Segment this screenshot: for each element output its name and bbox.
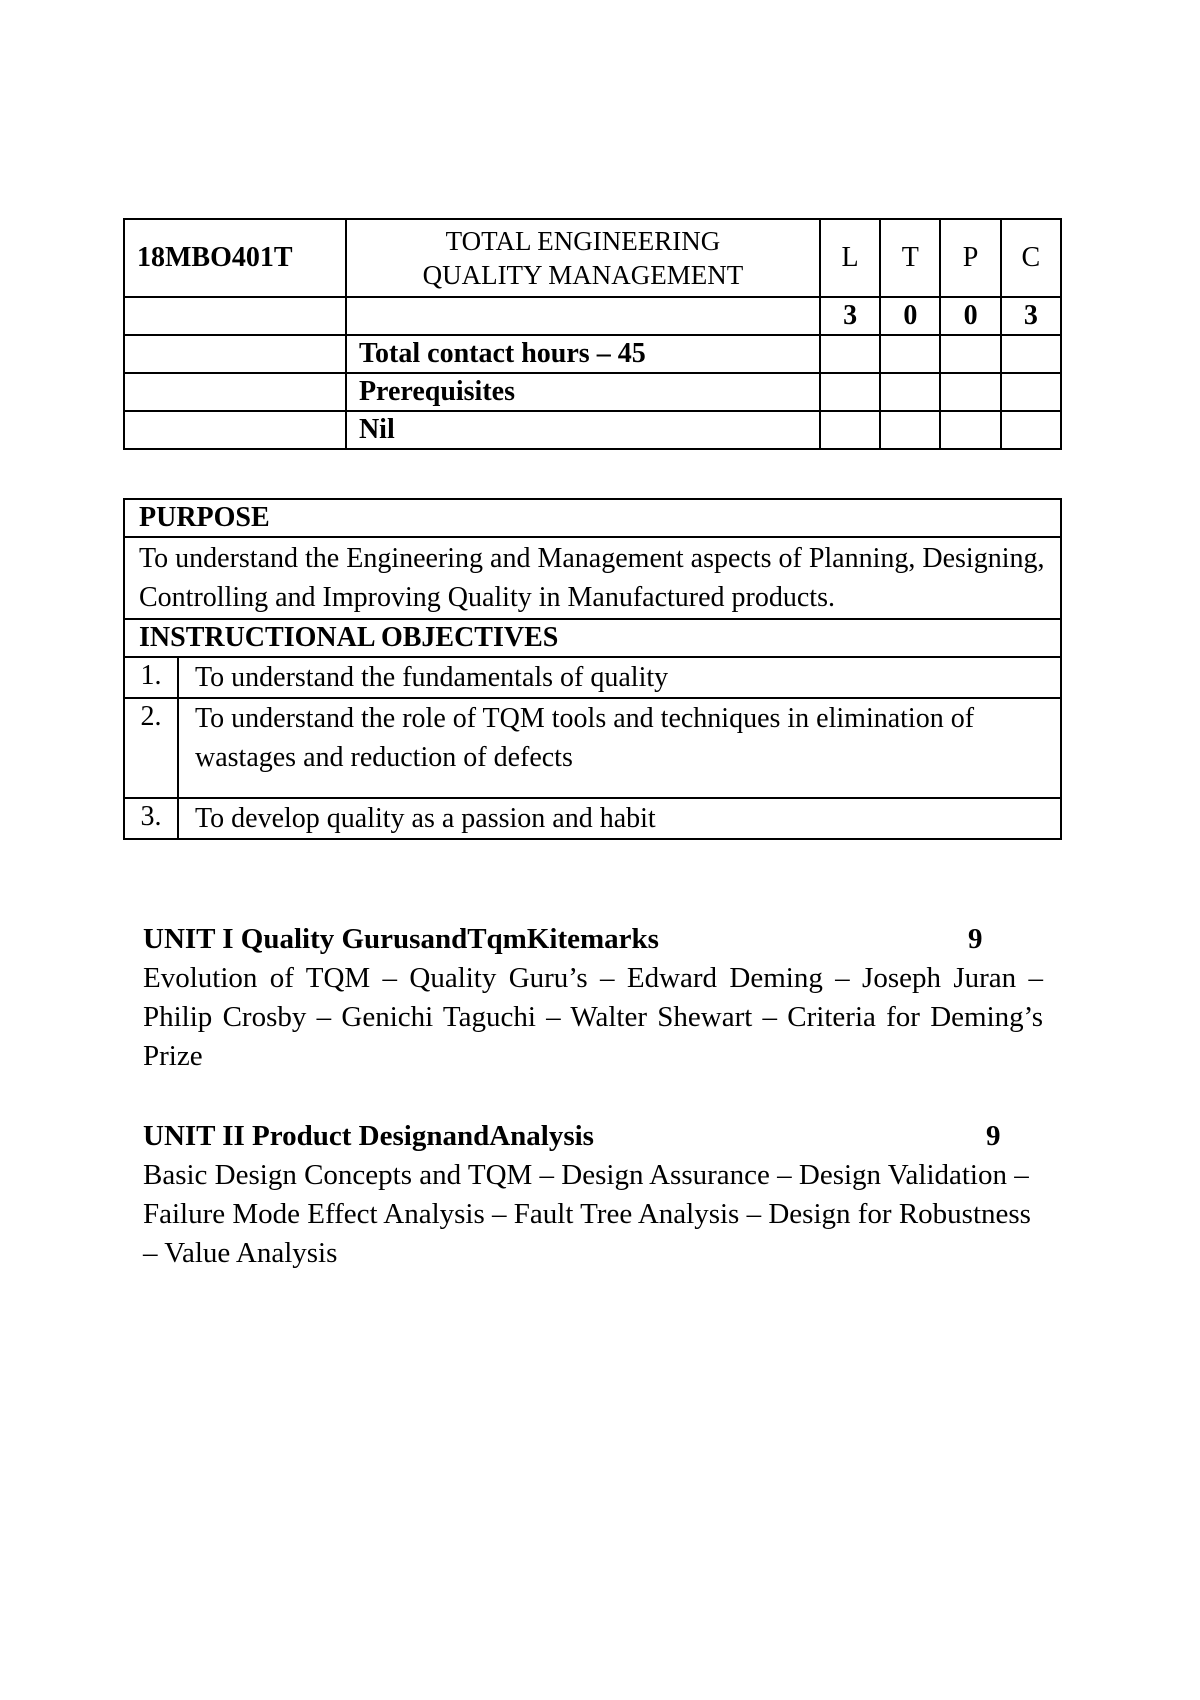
ltpc-value-l: 3 [820, 297, 880, 335]
empty-cell [940, 335, 1000, 373]
unit-description: Evolution of TQM – Quality Guru’s – Edward Deming – Joseph Juran – Philip Crosby – Genichi Taguchi – Walter Shewart – Criteria for Deming’s Prize [143, 962, 1043, 1072]
unit-hours: 9 [968, 923, 983, 955]
purpose-heading: PURPOSE [124, 499, 1061, 537]
ltpc-value-p: 0 [940, 297, 1000, 335]
purpose-objectives-table [123, 498, 1062, 840]
prerequisites-value: Nil [346, 411, 820, 449]
unit-title: UNIT I Quality GurusandTqmKitemarks [143, 923, 659, 955]
unit-description: Basic Design Concepts and TQM – Design Assurance – Design Validation – Failure Mode Effect Analysis – Fault Tree Analysis – Design for Robustness – Value Analysis [143, 1159, 1031, 1269]
objective-number: 2. [124, 698, 178, 798]
unit-section [143, 1117, 1043, 1273]
objective-text: To understand the fundamentals of quality [178, 657, 1061, 698]
empty-cell [124, 297, 346, 335]
objective-number: 3. [124, 798, 178, 839]
course-title-line1: TOTAL ENGINEERING [445, 226, 721, 256]
empty-cell [124, 335, 346, 373]
contact-hours: Total contact hours – 45 [346, 335, 820, 373]
ltpc-value-t: 0 [880, 297, 940, 335]
ltpc-header-p: P [940, 219, 1000, 297]
course-title-line2: QUALITY MANAGEMENT [422, 260, 744, 290]
empty-cell [1001, 335, 1061, 373]
prerequisites-label: Prerequisites [346, 373, 820, 411]
ltpc-header-l: L [820, 219, 880, 297]
ltpc-header-t: T [880, 219, 940, 297]
objective-row [124, 657, 1061, 698]
objective-number: 1. [124, 657, 178, 698]
empty-cell [940, 411, 1000, 449]
empty-cell [820, 411, 880, 449]
objective-row [124, 698, 1061, 798]
objective-row [124, 798, 1061, 839]
unit-section [143, 920, 1043, 1076]
empty-cell [940, 373, 1000, 411]
empty-cell [880, 335, 940, 373]
purpose-text: To understand the Engineering and Management aspects of Planning, Designing, Controlling and Improving Quality in Manufactured products. [124, 537, 1061, 619]
course-code: 18MBO401T [124, 219, 346, 297]
empty-cell [346, 297, 820, 335]
empty-cell [1001, 411, 1061, 449]
unit-hours: 9 [986, 1120, 1001, 1152]
objective-text: To develop quality as a passion and habit [178, 798, 1061, 839]
empty-cell [124, 411, 346, 449]
ltpc-value-c: 3 [1001, 297, 1061, 335]
unit-title: UNIT II Product DesignandAnalysis [143, 1120, 594, 1152]
ltpc-header-c: C [1001, 219, 1061, 297]
empty-cell [880, 373, 940, 411]
empty-cell [820, 373, 880, 411]
objective-text: To understand the role of TQM tools and techniques in elimination of wastages and reduction of defects [178, 698, 1061, 798]
empty-cell [1001, 373, 1061, 411]
empty-cell [820, 335, 880, 373]
empty-cell [880, 411, 940, 449]
course-info-table [123, 218, 1062, 450]
course-title [346, 219, 820, 297]
objectives-heading: INSTRUCTIONAL OBJECTIVES [124, 619, 1061, 657]
empty-cell [124, 373, 346, 411]
